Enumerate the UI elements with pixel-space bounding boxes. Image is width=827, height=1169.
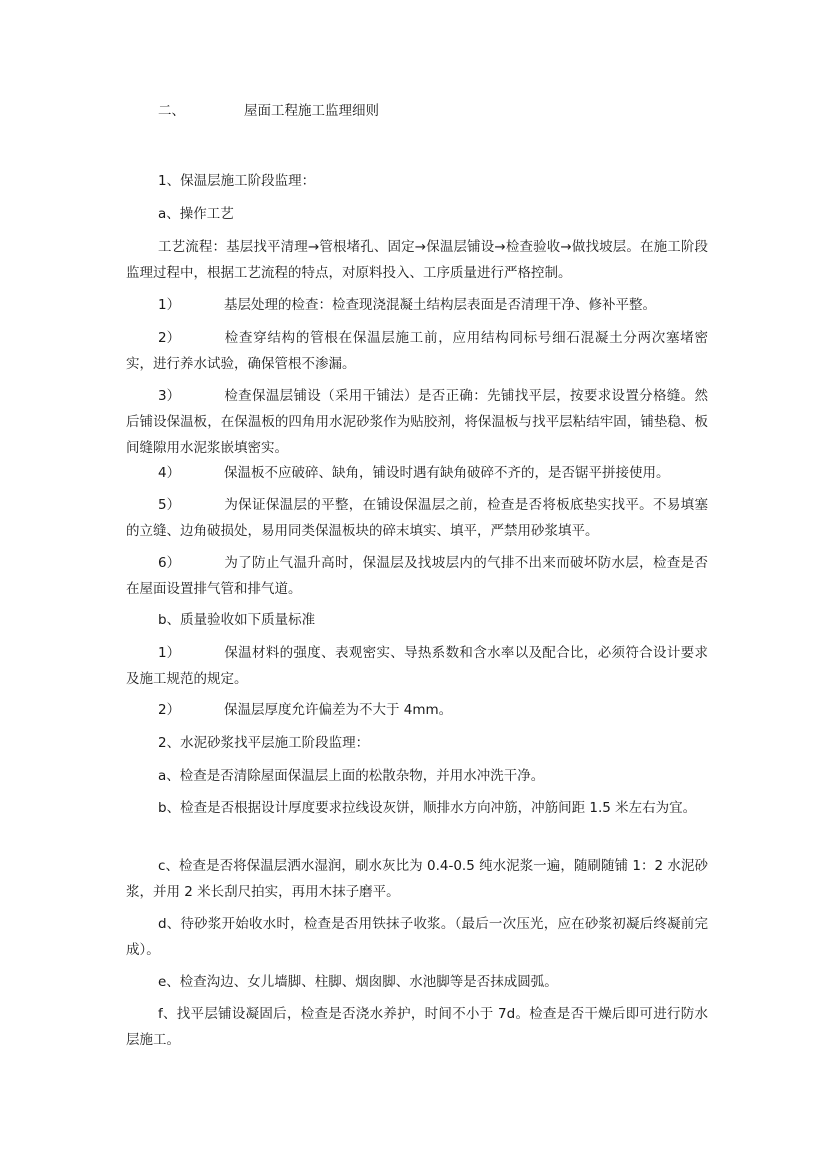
list-item <box>126 550 708 602</box>
item-number: 2） <box>158 330 181 346</box>
item-text: 保温板不应破碎、缺角，铺设时遇有缺角破碎不齐的，是否锯平拼接使用。 <box>224 465 670 481</box>
list-item: c、检查是否将保温层洒水湿润，刷水灰比为 0.4-0.5 纯水泥浆一遍，随刷随铺 1：2 水泥砂浆，并用 2 米长刮尺拍实，再用木抹子磨平。 <box>126 858 708 900</box>
section-heading <box>158 98 740 124</box>
heading-title: 屋面工程施工监理细则 <box>244 103 379 119</box>
subsection-b-title: b、质量验收如下质量标准 <box>158 612 316 628</box>
item-number: 1） <box>158 297 181 313</box>
item-number: 3） <box>158 388 181 404</box>
list-item: f、找平层铺设凝固后，检查是否浇水养护，时间不小于 7d。检查是否干燥后即可进行防水层施工。 <box>126 1006 708 1048</box>
item-number: 1） <box>158 645 181 661</box>
item-text: 为保证保温层的平整，在铺设保温层之前，检查是否将板底垫实找平。不易填塞的立缝、边角破损处，易用同类保温板块的碎末填实、填平，严禁用砂浆填平。 <box>126 497 708 539</box>
item-text: 检查保温层铺设（采用干铺法）是否正确：先铺找平层，按要求设置分格缝。然后铺设保温板，在保温板的四角用水泥砂浆作为贴胶剂，将保温板与找平层粘结牢固，铺垫稳、板间缝隙用水泥浆嵌填密实。 <box>126 388 708 456</box>
list-item <box>158 697 740 723</box>
subsection-title: 1、保温层施工阶段监理： <box>158 173 316 189</box>
item-number: 2） <box>158 702 181 718</box>
subsection-2-title: 2、水泥砂浆找平层施工阶段监理： <box>158 735 370 751</box>
item-number: 4） <box>158 465 181 481</box>
list-item <box>158 292 740 318</box>
list-item <box>126 383 708 461</box>
list-item <box>126 325 708 377</box>
item-text: 检查穿结构的管根在保温层施工前，应用结构同标号细石混凝土分两次塞堵密实，进行养水试验，确保管根不渗漏。 <box>126 330 708 372</box>
item-text: 基层处理的检查：检查现浇混凝土结构层表面是否清理干净、修补平整。 <box>224 297 656 313</box>
list-item <box>126 492 708 544</box>
list-item: d、待砂浆开始收水时，检查是否用铁抹子收浆。（最后一次压光，应在砂浆初凝后终凝前完成）。 <box>126 916 708 958</box>
list-item: a、检查是否清除屋面保温层上面的松散杂物，并用水冲洗干净。 <box>158 768 545 784</box>
process-paragraph: 工艺流程：基层找平清理→管根堵孔、固定→保温层铺设→检查验收→做找坡层。在施工阶段监理过程中，根据工艺流程的特点，对原料投入、工序质量进行严格控制。 <box>126 239 708 281</box>
list-item: e、检查沟边、女儿墙脚、柱脚、烟囱脚、水池脚等是否抹成圆弧。 <box>158 974 558 990</box>
subsection-a-title: a、操作工艺 <box>158 206 234 222</box>
item-text: 保温层厚度允许偏差为不大于 4mm。 <box>224 702 453 718</box>
item-number: 5） <box>158 497 181 513</box>
item-text: 为了防止气温升高时，保温层及找坡层内的气排不出来而破坏防水层，检查是否在屋面设置排气管和排气道。 <box>126 555 708 597</box>
list-item <box>158 460 740 486</box>
item-text: 保温材料的强度、表观密实、导热系数和含水率以及配合比，必须符合设计要求及施工规范的规定。 <box>126 645 708 687</box>
list-item <box>126 640 708 692</box>
heading-number: 二、 <box>158 103 185 119</box>
item-number: 6） <box>158 555 181 571</box>
list-item: b、检查是否根据设计厚度要求拉线设灰饼，顺排水方向冲筋，冲筋间距 1.5 米左右为宜。 <box>158 800 697 816</box>
